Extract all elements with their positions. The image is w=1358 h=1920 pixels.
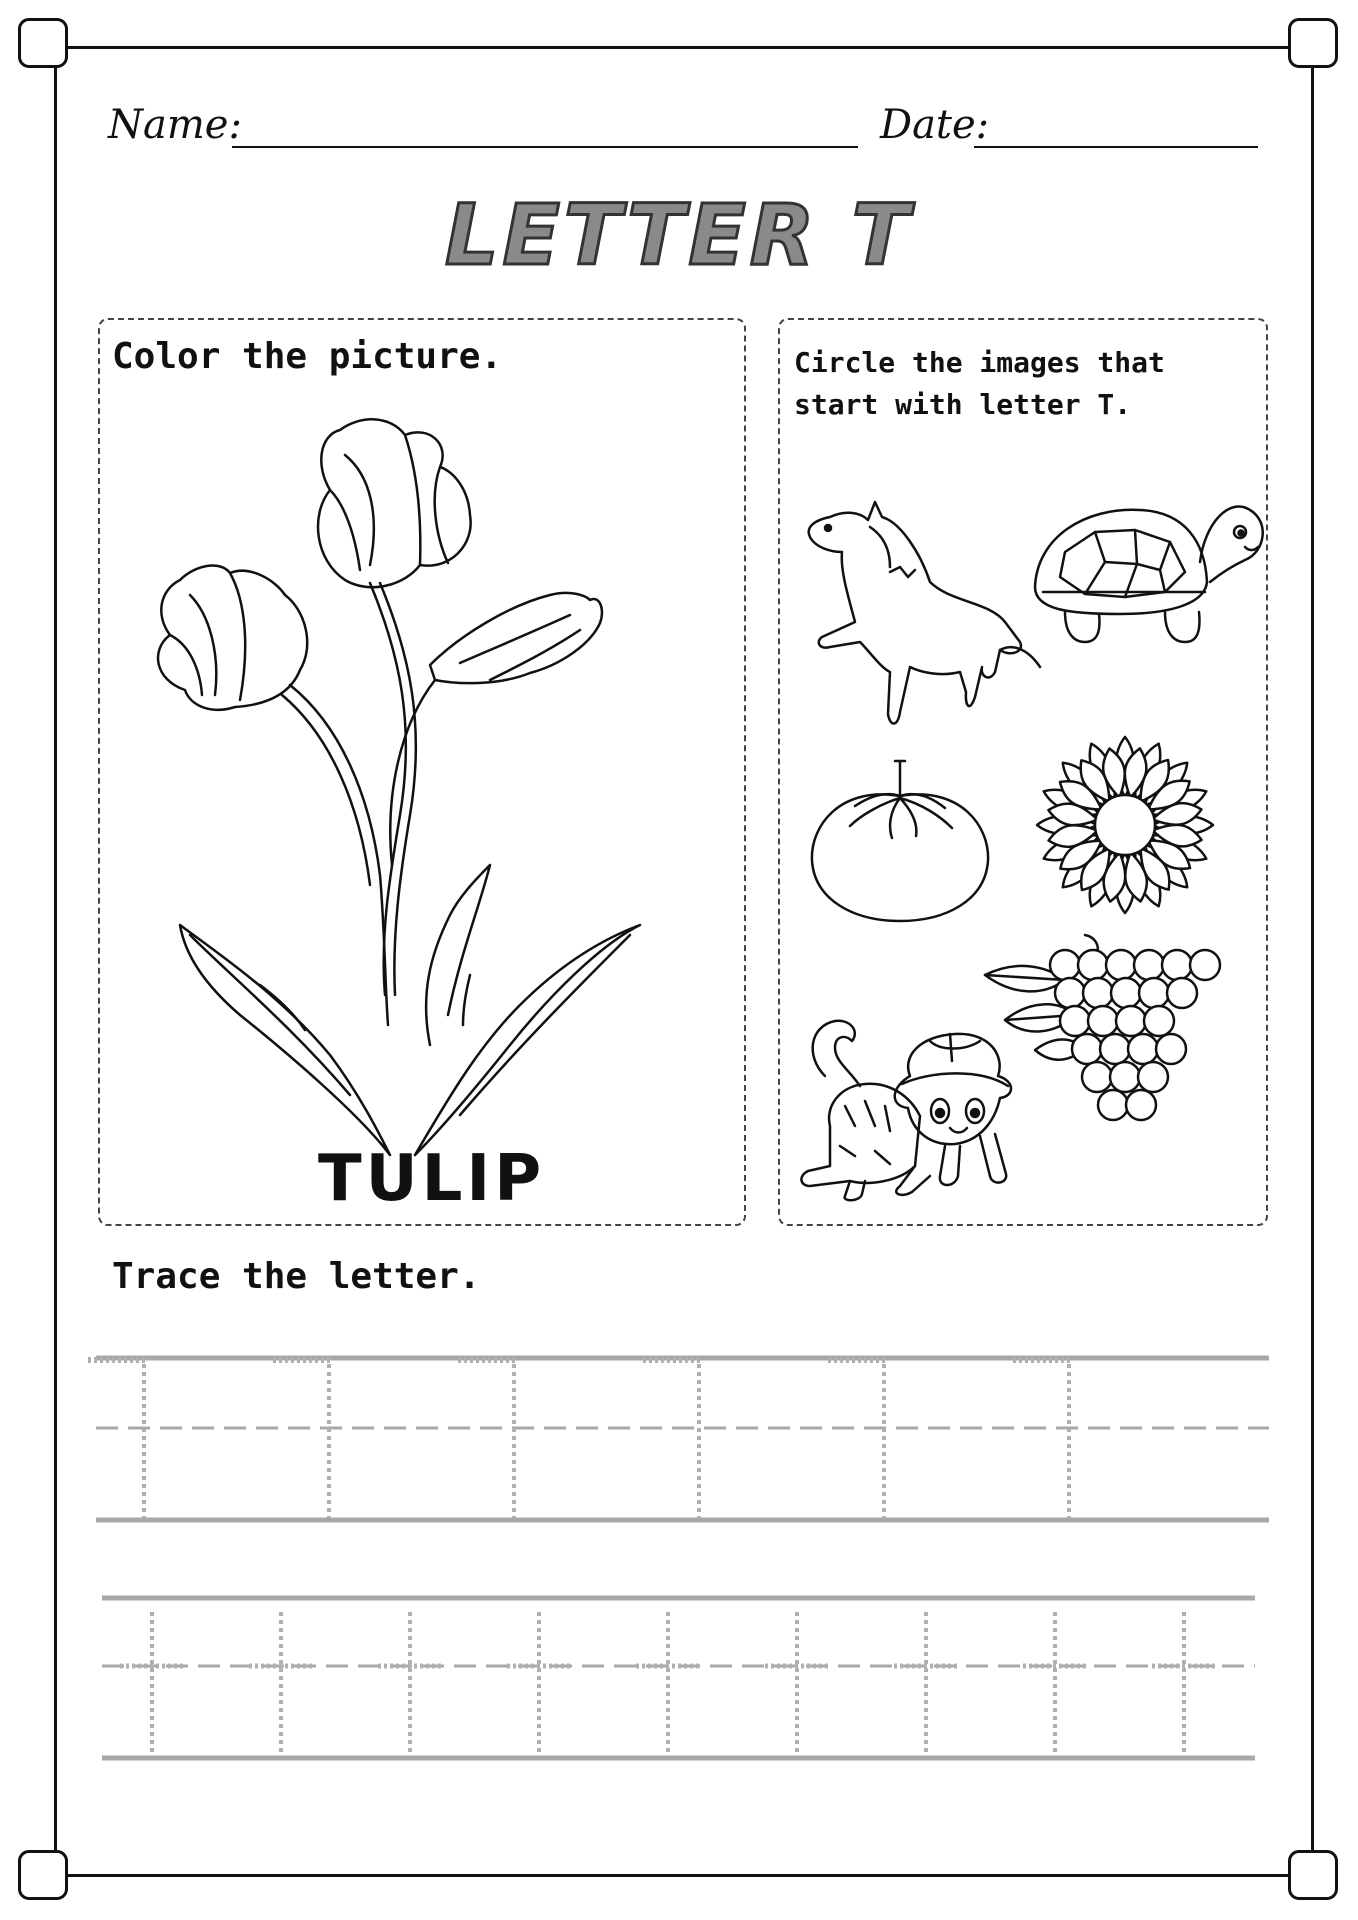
worksheet-title: LETTER T (444, 186, 914, 284)
lowercase-letter-t-guide (378, 1612, 442, 1756)
turtle-icon[interactable] (1025, 492, 1265, 662)
circle-instruction-line-2: start with letter T. (794, 388, 1132, 421)
lowercase-letter-t-guide (249, 1612, 313, 1756)
lowercase-letter-t-guide (1023, 1612, 1087, 1756)
uppercase-letter-t-guide (458, 1360, 518, 1518)
corner-decoration-bottom-left (18, 1850, 68, 1900)
corner-decoration-top-right (1288, 18, 1338, 68)
tiger-icon[interactable] (790, 1016, 1020, 1206)
lowercase-letter-t-guide (894, 1612, 958, 1756)
lowercase-letter-t-guide (765, 1612, 829, 1756)
lowercase-letter-t-guide (636, 1612, 700, 1756)
tomato-icon[interactable] (800, 756, 1000, 926)
horse-icon[interactable] (790, 492, 1050, 752)
tulip-icon[interactable] (130, 395, 710, 1155)
picture-word: TULIP (318, 1142, 546, 1216)
lowercase-letter-t-guide (120, 1612, 184, 1756)
uppercase-letter-t-guide (828, 1360, 888, 1518)
lowercase-letter-t-guide (507, 1612, 571, 1756)
circle-instruction-line-1: Circle the images that (794, 346, 1165, 379)
uppercase-letter-t-guide (643, 1360, 703, 1518)
corner-decoration-bottom-right (1288, 1850, 1338, 1900)
color-instruction: Color the picture. (112, 336, 503, 377)
corner-decoration-top-left (18, 18, 68, 68)
name-label: Name: (108, 102, 242, 148)
date-field-line[interactable] (974, 146, 1258, 148)
trace-instruction: Trace the letter. (112, 1256, 481, 1297)
lowercase-trace-row[interactable] (100, 1590, 1260, 1770)
uppercase-letter-t-guide (273, 1360, 333, 1518)
date-label: Date: (880, 102, 990, 148)
uppercase-trace-row[interactable] (94, 1350, 1274, 1530)
sunflower-icon[interactable] (1030, 730, 1220, 920)
uppercase-letter-t-guide (88, 1360, 148, 1518)
uppercase-letter-t-guide (1013, 1360, 1073, 1518)
name-field-line[interactable] (232, 146, 858, 148)
lowercase-letter-t-guide (1152, 1612, 1216, 1756)
